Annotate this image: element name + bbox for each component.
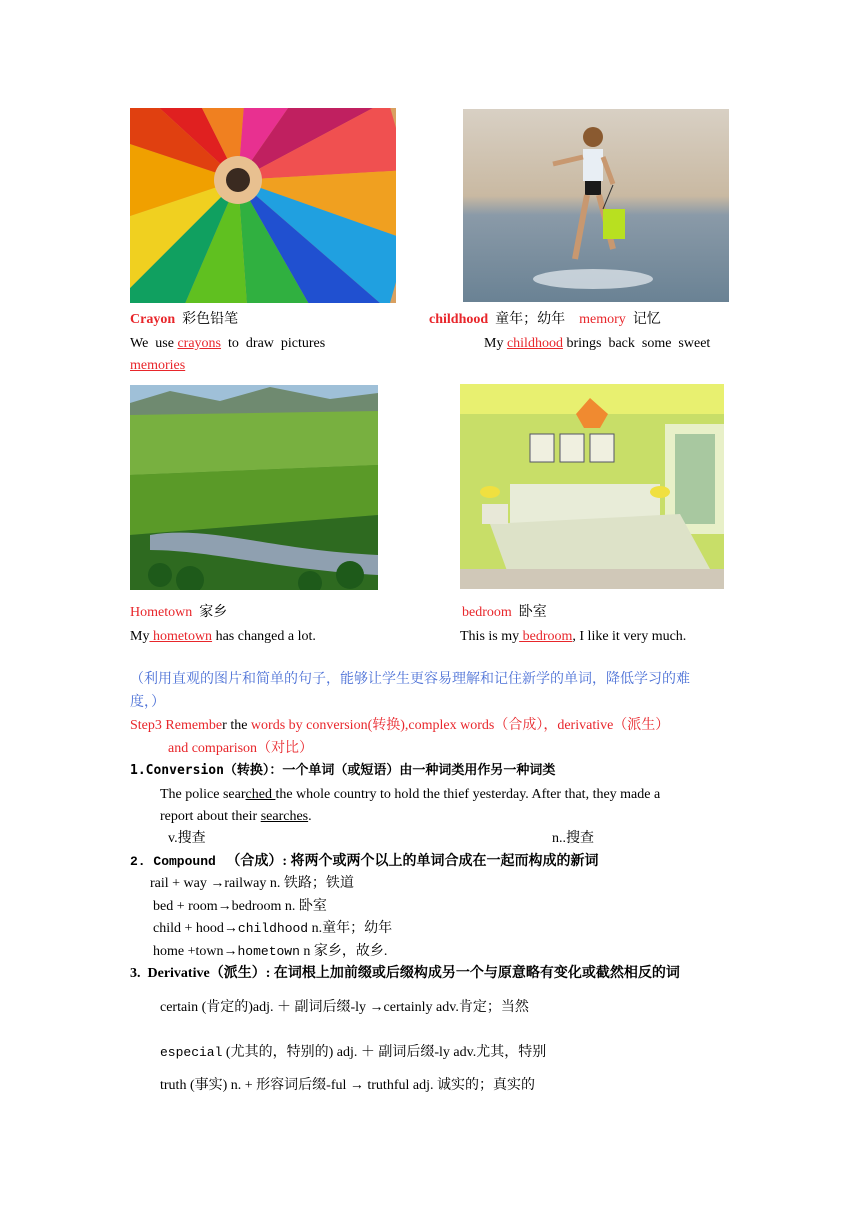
hometown-heading (130, 604, 227, 622)
crayon-sentence-pre: We use (130, 336, 178, 351)
step3-comparison: and comparison（对比） (168, 741, 314, 756)
conversion-ex2-underlined: searches (260, 809, 309, 824)
hometown-sentence-post: has changed a lot. (212, 629, 316, 644)
compound-heading (130, 853, 599, 871)
crayon-sentence-word: crayons (177, 336, 222, 351)
conversion-label-verb: v.搜查 (168, 831, 206, 846)
crayon-word: Crayon (130, 312, 176, 327)
conversion-ex2-post: . (308, 809, 312, 824)
childhood-sentence-word: childhood (506, 336, 563, 351)
hometown-sentence-word: hometown (149, 629, 213, 644)
step3-label: Step3 Remembe (130, 718, 223, 733)
childhood-word: childhood (429, 312, 489, 327)
child-on-beach-photo (463, 109, 729, 302)
compound-row4-meaning: n 家乡，故乡. (299, 944, 388, 959)
compound-row-childhood (153, 920, 392, 938)
crayon-sentence-post: to draw pictures (221, 336, 326, 351)
step3-complex: ,complex words（合成），derivative（派生） (404, 718, 670, 733)
step3-the: r the (222, 718, 251, 733)
derivative-heading (130, 965, 680, 983)
memory-word: memory (579, 312, 626, 327)
derivative-ex2-rest: (尤其的，特别的) adj. ＋ 副词后缀-ly adv.尤其，特别 (222, 1045, 547, 1060)
hometown-word: Hometown (130, 605, 193, 620)
compound-row-railway: rail + way →railway n. 铁路；铁道 (150, 876, 354, 891)
childhood-sentence-pre: My (484, 336, 507, 351)
compound-row4-parts: home +town→ (153, 944, 238, 959)
step3-conversion: words by conversion(转换) (250, 718, 405, 733)
teaching-note-line2: 度，） (130, 695, 165, 710)
colored-pencils-photo (130, 108, 396, 303)
bedroom-word: bedroom (462, 605, 512, 620)
compound-row3-meaning: n.童年；幼年 (308, 921, 393, 936)
bedroom-heading (462, 604, 547, 622)
conversion-example-line1 (160, 786, 660, 804)
green-bedroom-photo (460, 384, 724, 589)
memories-continuation: memories (130, 358, 186, 373)
teaching-note-line1: （利用直观的图片和简单的句子，能够让学生更容易理解和记住新学的单词，降低学习的难 (130, 672, 690, 687)
conversion-label-noun: n..搜查 (552, 831, 594, 846)
compound-heading-text: （合成）: 将两个或两个以上的单词合成在一起而构成的新词 (226, 854, 599, 869)
hometown-sentence-pre: My (130, 629, 150, 644)
memory-meaning: 记忆 (632, 312, 661, 327)
derivative-example-especially (160, 1044, 546, 1062)
childhood-sentence (484, 335, 710, 353)
crayon-meaning: 彩色铅笔 (182, 312, 239, 327)
bedroom-sentence-pre: This is my (460, 629, 520, 644)
conversion-example-line2 (160, 808, 312, 826)
bedroom-meaning: 卧室 (518, 605, 547, 620)
compound-row-hometown (153, 943, 387, 961)
conversion-ex1-post: the whole country to hold the thief yesterday. After that, they made a (275, 787, 661, 802)
compound-heading-num: 2. Compound (130, 854, 216, 869)
derivative-heading-text: （派生）: 在词根上加前缀或后缀构成另一个与原意略有变化或截然相反的词 (209, 966, 680, 981)
childhood-sentence-post: brings back some sweet (562, 336, 711, 351)
crayon-sentence (130, 335, 325, 353)
bedroom-sentence-post: , I like it very much. (572, 629, 687, 644)
green-valley-photo (130, 385, 378, 590)
conversion-ex2-pre: report about their (160, 809, 261, 824)
derivative-example-certainly: certain (肯定的)adj. ＋ 副词后缀-ly →certainly adv.肯定；当然 (160, 1000, 529, 1015)
compound-row-bedroom: bed + room→bedroom n. 卧室 (153, 899, 327, 914)
derivative-heading-word: Derivative (147, 966, 210, 981)
hometown-meaning: 家乡 (199, 605, 228, 620)
hometown-sentence (130, 628, 316, 646)
compound-row3-parts: child + hood→ (153, 921, 238, 936)
conversion-ex1-pre: The police sear (160, 787, 246, 802)
conversion-ex1-underlined: ched (245, 787, 276, 802)
childhood-meaning: 童年；幼年 (495, 312, 566, 327)
derivative-heading-num: 3. (130, 966, 141, 981)
conversion-heading: 1.Conversion（转换）：一个单词（或短语）由一种词类用作另一种词类 (130, 763, 556, 778)
childhood-heading (429, 311, 661, 329)
bedroom-sentence-word: bedroom (519, 629, 573, 644)
derivative-ex2-word: especial (160, 1045, 223, 1060)
step3-heading (130, 717, 669, 735)
bedroom-sentence (460, 628, 686, 646)
crayon-heading (130, 311, 238, 329)
derivative-example-truthful: truth (事实) n. + 形容词后缀-ful → truthful adj. 诚实的；真实的 (160, 1078, 535, 1093)
compound-row4-word: hometown (237, 944, 300, 959)
compound-row3-word: childhood (237, 921, 309, 936)
